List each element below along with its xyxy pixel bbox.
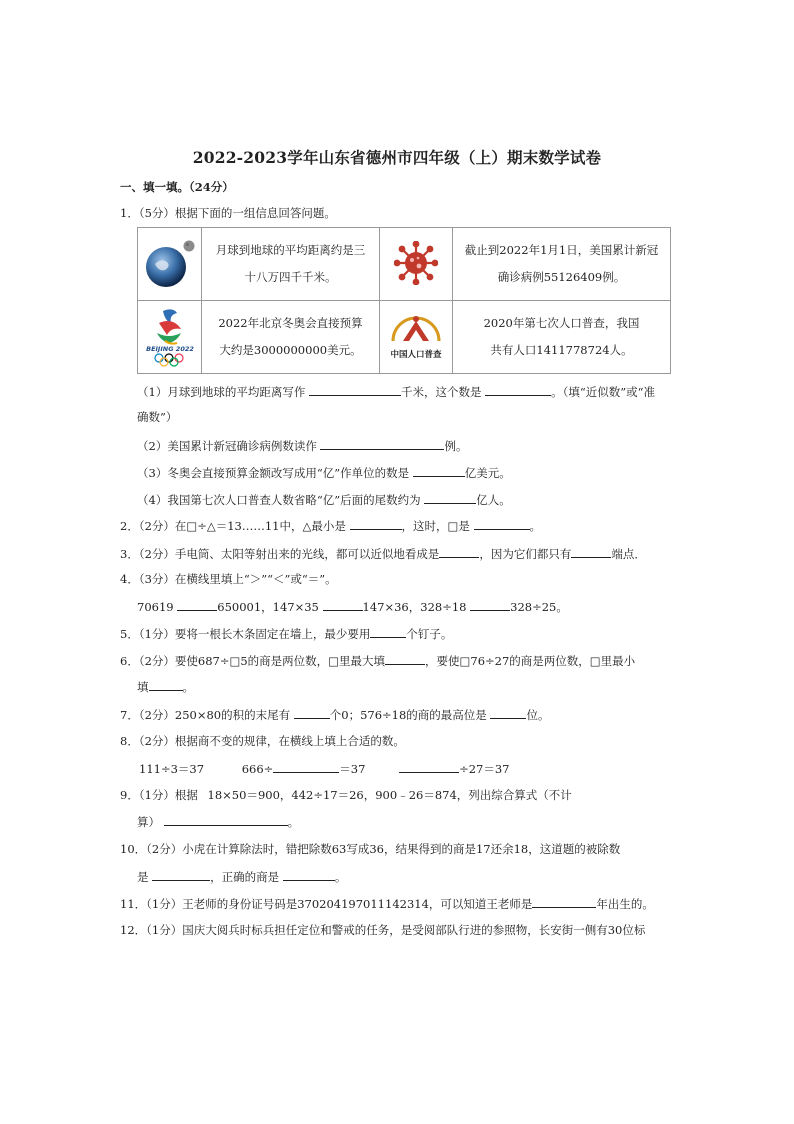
- answer-blank[interactable]: [320, 437, 444, 450]
- page-title: 2022-2023学年山东省德州市四年级（上）期末数学试卷: [192, 148, 602, 167]
- answer-blank[interactable]: [385, 652, 425, 665]
- answer-blank[interactable]: [152, 868, 210, 881]
- question-9: 9．（1分）根据 18×50＝900，442÷17＝26，900﹣26＝874，列出综合算式（不计: [120, 788, 572, 802]
- answer-blank[interactable]: [474, 517, 530, 530]
- answer-blank[interactable]: [413, 464, 465, 477]
- answer-blank[interactable]: [485, 383, 551, 396]
- question-10-cont: 是 ，正确的商是 。: [137, 870, 347, 884]
- question-2: 2．（2分）在□÷△＝13……11中，△最小是 ，这时，□是 。: [120, 519, 542, 533]
- answer-blank[interactable]: [283, 868, 335, 881]
- question-4: 4．（3分）在横线里填上“＞”“＜”或“＝”。: [120, 572, 337, 586]
- moon-distance-info: 月球到地球的平均距离约是三 十八万四千千米。: [202, 228, 380, 301]
- question-6-cont: 填 。: [137, 680, 194, 694]
- question-5: 5．（1分）要将一根长木条固定在墙上，最少要用 个钉子。: [120, 627, 453, 641]
- question-3: 3．（2分）手电筒、太阳等射出来的光线，都可以近似地看成是 ，因为它们都只有 端点．: [120, 547, 646, 561]
- answer-blank[interactable]: [370, 625, 406, 638]
- answer-blank[interactable]: [532, 895, 596, 908]
- q1-sub4: （4）我国第七次人口普查人数省略“亿”后面的尾数约为 亿人。: [137, 493, 511, 507]
- question-12: 12．（1分）国庆大阅兵时标兵担任定位和警戒的任务，是受阅部队行进的参照物，长安街一侧有30位标: [120, 923, 646, 937]
- answer-blank[interactable]: [439, 545, 479, 558]
- answer-blank[interactable]: [149, 678, 183, 691]
- answer-blank[interactable]: [294, 706, 330, 719]
- answer-blank[interactable]: [309, 383, 401, 396]
- answer-blank[interactable]: [399, 760, 459, 773]
- question-8-items: 111÷3＝37 666÷ ＝37 ÷27＝37: [139, 762, 510, 776]
- q1-sub1: （1）月球到地球的平均距离写作 千米，这个数是 。（填“近似数”或“准: [137, 385, 656, 399]
- section-heading: 一、填一填。（24分）: [120, 180, 234, 194]
- answer-blank[interactable]: [177, 598, 217, 611]
- answer-blank[interactable]: [273, 760, 339, 773]
- beijing-2022-logo: [138, 301, 202, 374]
- answer-blank[interactable]: [323, 598, 363, 611]
- question-6: 6．（2分）要使687÷□5的商是两位数，□里最大填 ，要使□76÷27的商是两位数，□里最小: [120, 654, 636, 668]
- earth-moon-image: [138, 228, 202, 301]
- q1-sub3: （3）冬奥会直接预算金额改写成用“亿”作单位的数是 亿美元。: [137, 466, 511, 480]
- answer-blank[interactable]: [164, 813, 288, 826]
- question-1-stem: 1．（5分）根据下面的一组信息回答问题。: [120, 206, 336, 220]
- olympic-budget-info: 2022年北京冬奥会直接预算 大约是3000000000美元。: [202, 301, 380, 374]
- virus-icon: [380, 228, 453, 301]
- question-11: 11．（1分）王老师的身份证号码是370204197011142314，可以知道王老师是 年出生的。: [120, 897, 654, 911]
- info-table: [137, 227, 671, 374]
- census-logo: [380, 301, 453, 374]
- answer-blank[interactable]: [424, 491, 476, 504]
- answer-blank[interactable]: [350, 517, 402, 530]
- covid-cases-info: 截止到2022年1月1日，美国累计新冠 确诊病例55126409例。: [453, 228, 671, 301]
- answer-blank[interactable]: [470, 598, 510, 611]
- question-7: 7．（2分）250×80的积的末尾有 个0；576÷18的商的最高位是 位。: [120, 708, 550, 722]
- svg-text:BEIJING 2022: BEIJING 2022: [145, 344, 194, 353]
- q1-sub1-cont: 确数”）: [137, 410, 178, 424]
- question-4-items: 70619 650001，147×35 147×36，328÷18 328÷25。: [137, 600, 568, 614]
- answer-blank[interactable]: [490, 706, 526, 719]
- census-info: 2020年第七次人口普查，我国 共有人口1411778724人。: [453, 301, 671, 374]
- question-8: 8．（2分）根据商不变的规律，在横线上填上合适的数。: [120, 734, 405, 748]
- answer-blank[interactable]: [571, 545, 611, 558]
- q1-sub2: （2）美国累计新冠确诊病例数读作 例。: [137, 439, 468, 453]
- svg-text:中国人口普查: 中国人口普查: [390, 349, 442, 360]
- question-9-cont: 算） 。: [137, 815, 300, 829]
- question-10: 10．（2分）小虎在计算除法时，错把除数63写成36，结果得到的商是17还余18，这道题的被除数: [120, 842, 621, 856]
